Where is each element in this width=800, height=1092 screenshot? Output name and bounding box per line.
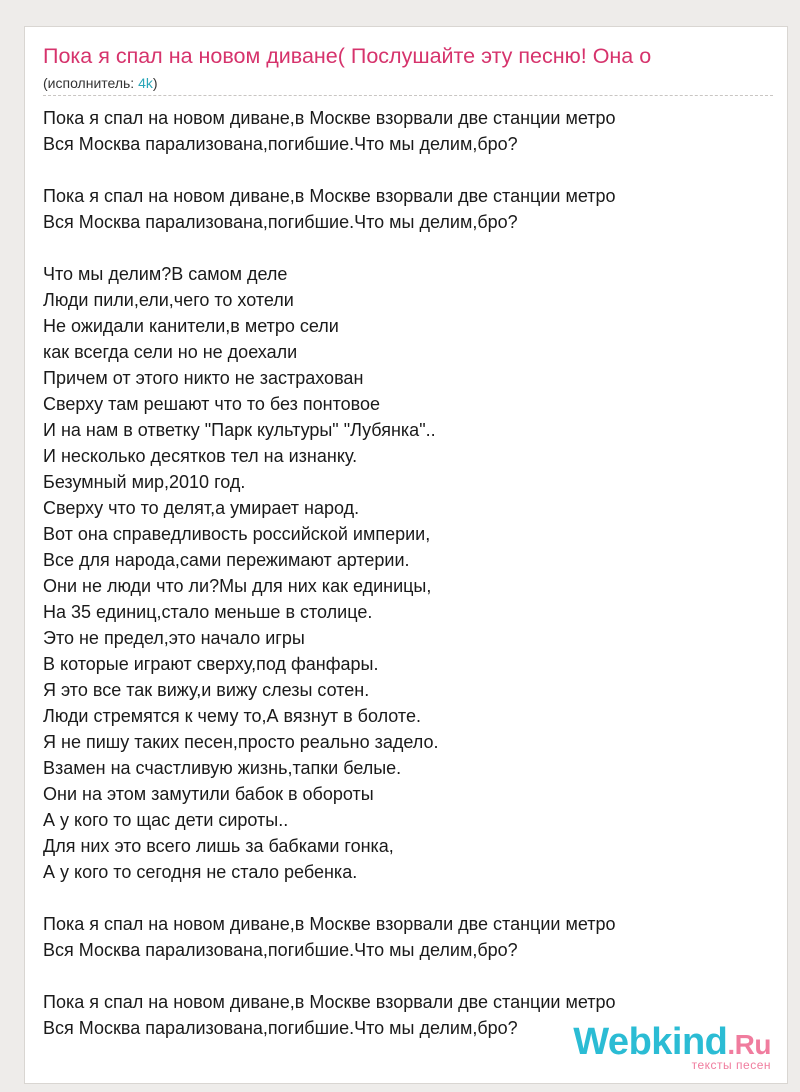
lyric-line: Что мы делим?В самом деле bbox=[43, 264, 288, 284]
lyric-line: И несколько десятков тел на изнанку. bbox=[43, 446, 358, 466]
lyric-line: На 35 единиц,стало меньше в столице. bbox=[43, 602, 373, 622]
lyric-line: Вся Москва парализована,погибшие.Что мы делим,бро? bbox=[43, 1018, 518, 1038]
divider bbox=[43, 95, 773, 96]
lyric-line: Все для народа,сами пережимают артерии. bbox=[43, 550, 410, 570]
lyric-line: Это не предел,это начало игры bbox=[43, 628, 305, 648]
lyric-line: Вся Москва парализована,погибшие.Что мы делим,бро? bbox=[43, 134, 518, 154]
lyric-line: Сверху что то делят,а умирает народ. bbox=[43, 498, 360, 518]
lyrics-body bbox=[43, 105, 773, 1041]
lyric-line: как всегда сели но не доехали bbox=[43, 342, 298, 362]
watermark-brand-row bbox=[573, 1023, 771, 1061]
lyric-blank-line bbox=[43, 885, 773, 911]
watermark-logo bbox=[573, 1023, 771, 1071]
lyric-line: Не ожидали канители,в метро сели bbox=[43, 316, 339, 336]
lyric-line: А у кого то щас дети сироты.. bbox=[43, 810, 289, 830]
lyric-line: И на нам в ответку "Парк культуры" "Лубянка".. bbox=[43, 420, 436, 440]
lyric-line: Причем от этого никто не застрахован bbox=[43, 368, 364, 388]
lyric-line: Они на этом замутили бабок в обороты bbox=[43, 784, 374, 804]
lyric-line: Вот она справедливость российской империи, bbox=[43, 524, 431, 544]
lyric-line: Для них это всего лишь за бабками гонка, bbox=[43, 836, 394, 856]
artist-link[interactable]: 4k bbox=[138, 75, 153, 91]
lyric-line: Люди пили,ели,чего то хотели bbox=[43, 290, 294, 310]
lyric-blank-line bbox=[43, 963, 773, 989]
lyric-line: Они не люди что ли?Мы для них как единицы, bbox=[43, 576, 432, 596]
lyric-line: Я не пишу таких песен,просто реально задело. bbox=[43, 732, 439, 752]
song-title: Пока я спал на новом диване( Послушайте эту песню! Она о bbox=[43, 44, 652, 68]
artist-suffix: ) bbox=[152, 75, 158, 91]
lyric-line: Пока я спал на новом диване,в Москве взорвали две станции метро bbox=[43, 186, 616, 206]
artist-prefix: (исполнитель: bbox=[43, 75, 139, 91]
lyric-line: А у кого то сегодня не стало ребенка. bbox=[43, 862, 358, 882]
watermark-brand: Webkind bbox=[573, 1021, 728, 1063]
artist-line bbox=[43, 74, 158, 92]
lyric-line: Вся Москва парализована,погибшие.Что мы делим,бро? bbox=[43, 940, 518, 960]
lyric-line: Вся Москва парализована,погибшие.Что мы делим,бро? bbox=[43, 212, 518, 232]
lyric-line: Взамен на счастливую жизнь,тапки белые. bbox=[43, 758, 402, 778]
lyric-line: Пока я спал на новом диване,в Москве взорвали две станции метро bbox=[43, 914, 616, 934]
watermark-tld: .Ru bbox=[727, 1029, 771, 1060]
lyric-line: В которые играют сверху,под фанфары. bbox=[43, 654, 379, 674]
lyric-blank-line bbox=[43, 157, 773, 183]
lyric-line: Безумный мир,2010 год. bbox=[43, 472, 246, 492]
lyric-blank-line bbox=[43, 235, 773, 261]
lyric-line: Сверху там решают что то без понтовое bbox=[43, 394, 381, 414]
lyric-line: Люди стремятся к чему то,А вязнут в болоте. bbox=[43, 706, 421, 726]
lyric-line: Пока я спал на новом диване,в Москве взорвали две станции метро bbox=[43, 992, 616, 1012]
lyric-line: Пока я спал на новом диване,в Москве взорвали две станции метро bbox=[43, 108, 616, 128]
lyrics-card bbox=[24, 26, 788, 1084]
lyric-line: Я это все так вижу,и вижу слезы сотен. bbox=[43, 680, 370, 700]
watermark-tagline: тексты песен bbox=[691, 1058, 771, 1072]
